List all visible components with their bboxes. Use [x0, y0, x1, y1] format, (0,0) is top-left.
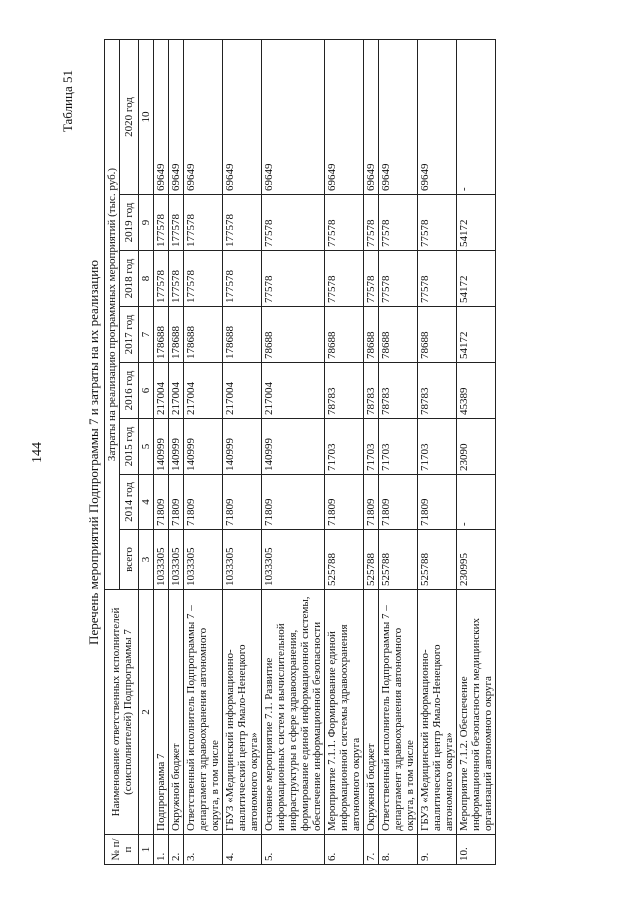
cell-2019: 177578: [184, 195, 223, 251]
cell-total: 525788: [418, 530, 457, 590]
header-total: всего: [120, 530, 139, 590]
cell-2015: 23090: [457, 419, 496, 475]
header-num: № п/п: [105, 835, 139, 865]
header-2020: 2020 год: [120, 39, 139, 194]
cell-2016: 78783: [364, 363, 379, 419]
cell-total: 525788: [325, 530, 364, 590]
table-row: [379, 39, 418, 864]
table-row: [457, 39, 496, 864]
row-name: Ответственный исполнитель Подпрограммы 7 – департамент здравоохранения автономного округа, в том числе: [379, 590, 418, 835]
cell-total: 525788: [364, 530, 379, 590]
cell-total: 1033305: [223, 530, 262, 590]
cell-2016: 78783: [418, 363, 457, 419]
column-numbers-row: [139, 39, 154, 864]
cell-2014: 71809: [169, 475, 184, 530]
header-2015: 2015 год: [120, 419, 139, 475]
row-name: Основное мероприятие 7.1. Развитие информационных систем и вычислительной инфраструктуры в сфере здравоохранения, формирование единой информационной системы, обеспечение информационной безопасности: [262, 590, 325, 835]
cell-2019: 177578: [154, 195, 169, 251]
cell-2014: 71809: [154, 475, 169, 530]
cell-2019: 77578: [262, 195, 325, 251]
cell-2015: 140999: [223, 419, 262, 475]
cell-2019: 177578: [223, 195, 262, 251]
cell-2020: 69649: [184, 39, 223, 194]
document-title: Перечень мероприятий Подпрограммы 7 и затраты на их реализацию: [86, 260, 101, 645]
cell-2016: 217004: [262, 363, 325, 419]
cell-2020: 69649: [154, 39, 169, 194]
row-number: 3.: [184, 835, 223, 865]
cell-2015: 71703: [325, 419, 364, 475]
cell-2019: 77578: [364, 195, 379, 251]
cell-2014: -: [457, 475, 496, 530]
cell-2015: 71703: [418, 419, 457, 475]
header-row-1: [105, 39, 120, 864]
header-2017: 2017 год: [120, 307, 139, 363]
header-2014: 2014 год: [120, 475, 139, 530]
cell-2014: 71809: [364, 475, 379, 530]
cell-2018: 177578: [169, 251, 184, 307]
cell-2017: 78688: [325, 307, 364, 363]
row-name: Подпрограмма 7: [154, 590, 169, 835]
cell-2020: 69649: [325, 39, 364, 194]
cell-2014: 71809: [379, 475, 418, 530]
cell-2016: 217004: [169, 363, 184, 419]
cell-2016: 217004: [154, 363, 169, 419]
row-name: Ответственный исполнитель Подпрограммы 7 – департамент здравоохранения автономного округа, в том числе: [184, 590, 223, 835]
cell-2019: 77578: [325, 195, 364, 251]
cell-2017: 54172: [457, 307, 496, 363]
cell-2018: 177578: [154, 251, 169, 307]
cell-total: 230995: [457, 530, 496, 590]
measures-table: [104, 39, 496, 865]
row-name: ГБУЗ «Медицинский информационно-аналитический центр Ямало-Ненецкого автономного округа»: [418, 590, 457, 835]
cell-2017: 78688: [379, 307, 418, 363]
col-number: 2: [139, 590, 154, 835]
cell-2016: 217004: [223, 363, 262, 419]
cell-2018: 77578: [379, 251, 418, 307]
row-name: Окружной бюджет: [169, 590, 184, 835]
cell-2017: 78688: [364, 307, 379, 363]
cell-2018: 77578: [364, 251, 379, 307]
cell-2020: 69649: [169, 39, 184, 194]
cell-2020: 69649: [223, 39, 262, 194]
cell-2018: 77578: [325, 251, 364, 307]
row-name: Мероприятие 7.1.2. Обеспечение информационной безопасности медицинских организаций автономного округа: [457, 590, 496, 835]
col-number: 7: [139, 307, 154, 363]
col-number: 9: [139, 195, 154, 251]
table-row: [184, 39, 223, 864]
cell-2015: 140999: [262, 419, 325, 475]
cell-2015: 71703: [364, 419, 379, 475]
cell-2014: 71809: [184, 475, 223, 530]
cell-2014: 71809: [223, 475, 262, 530]
cell-2014: 71809: [325, 475, 364, 530]
cell-2016: 217004: [184, 363, 223, 419]
measures-table-wrapper: [104, 40, 496, 865]
cell-total: 1033305: [184, 530, 223, 590]
col-number: 4: [139, 475, 154, 530]
cell-2018: 54172: [457, 251, 496, 307]
cell-2020: 69649: [418, 39, 457, 194]
cell-2019: 177578: [169, 195, 184, 251]
cell-total: 525788: [379, 530, 418, 590]
page-number: 144: [30, 442, 45, 463]
cell-2018: 77578: [418, 251, 457, 307]
header-2016: 2016 год: [120, 363, 139, 419]
table-row: [364, 39, 379, 864]
row-number: 5.: [262, 835, 325, 865]
row-number: 10.: [457, 835, 496, 865]
cell-2016: 78783: [325, 363, 364, 419]
col-number: 6: [139, 363, 154, 419]
cell-2017: 78688: [262, 307, 325, 363]
cell-2020: 69649: [364, 39, 379, 194]
cell-2017: 178688: [223, 307, 262, 363]
row-name: ГБУЗ «Медицинский информационно-аналитический центр Ямало-Ненецкого автономного округа»: [223, 590, 262, 835]
cell-total: 1033305: [262, 530, 325, 590]
row-number: 8.: [379, 835, 418, 865]
cell-2018: 177578: [184, 251, 223, 307]
header-name: Наименование ответственных исполнителей (соисполнителей) Подпрограммы 7: [105, 590, 139, 835]
table-row: [418, 39, 457, 864]
row-number: 9.: [418, 835, 457, 865]
col-number: 1: [139, 835, 154, 865]
table-row: [169, 39, 184, 864]
cell-total: 1033305: [169, 530, 184, 590]
cell-2015: 140999: [169, 419, 184, 475]
table-label: Таблица 51: [60, 70, 75, 133]
cell-2014: 71809: [262, 475, 325, 530]
row-number: 6.: [325, 835, 364, 865]
cell-2016: 45389: [457, 363, 496, 419]
cell-2016: 78783: [379, 363, 418, 419]
row-name: Окружной бюджет: [364, 590, 379, 835]
row-name: Мероприятие 7.1.1. Формирование единой информационной системы здравоохранения автономного округа: [325, 590, 364, 835]
cell-2019: 77578: [418, 195, 457, 251]
cell-2017: 178688: [154, 307, 169, 363]
row-number: 7.: [364, 835, 379, 865]
cell-2018: 77578: [262, 251, 325, 307]
cell-2014: 71809: [418, 475, 457, 530]
cell-2020: -: [457, 39, 496, 194]
row-number: 4.: [223, 835, 262, 865]
header-2019: 2019 год: [120, 195, 139, 251]
header-2018: 2018 год: [120, 251, 139, 307]
cell-2017: 178688: [169, 307, 184, 363]
table-row: [262, 39, 325, 864]
table-row: [223, 39, 262, 864]
cell-2019: 54172: [457, 195, 496, 251]
cell-2019: 77578: [379, 195, 418, 251]
cell-2018: 177578: [223, 251, 262, 307]
col-number: 5: [139, 419, 154, 475]
table-row: [154, 39, 169, 864]
cell-2020: 69649: [379, 39, 418, 194]
col-number: 8: [139, 251, 154, 307]
col-number: 10: [139, 39, 154, 194]
cell-2015: 71703: [379, 419, 418, 475]
cell-2015: 140999: [154, 419, 169, 475]
col-number: 3: [139, 530, 154, 590]
cell-2015: 140999: [184, 419, 223, 475]
cell-2017: 178688: [184, 307, 223, 363]
header-costs: Затраты на реализацию программных мероприятий (тыс. руб.): [105, 39, 120, 589]
cell-2020: 69649: [262, 39, 325, 194]
cell-2017: 78688: [418, 307, 457, 363]
row-number: 2.: [169, 835, 184, 865]
table-body: [154, 39, 496, 864]
cell-total: 1033305: [154, 530, 169, 590]
row-number: 1.: [154, 835, 169, 865]
table-row: [325, 39, 364, 864]
